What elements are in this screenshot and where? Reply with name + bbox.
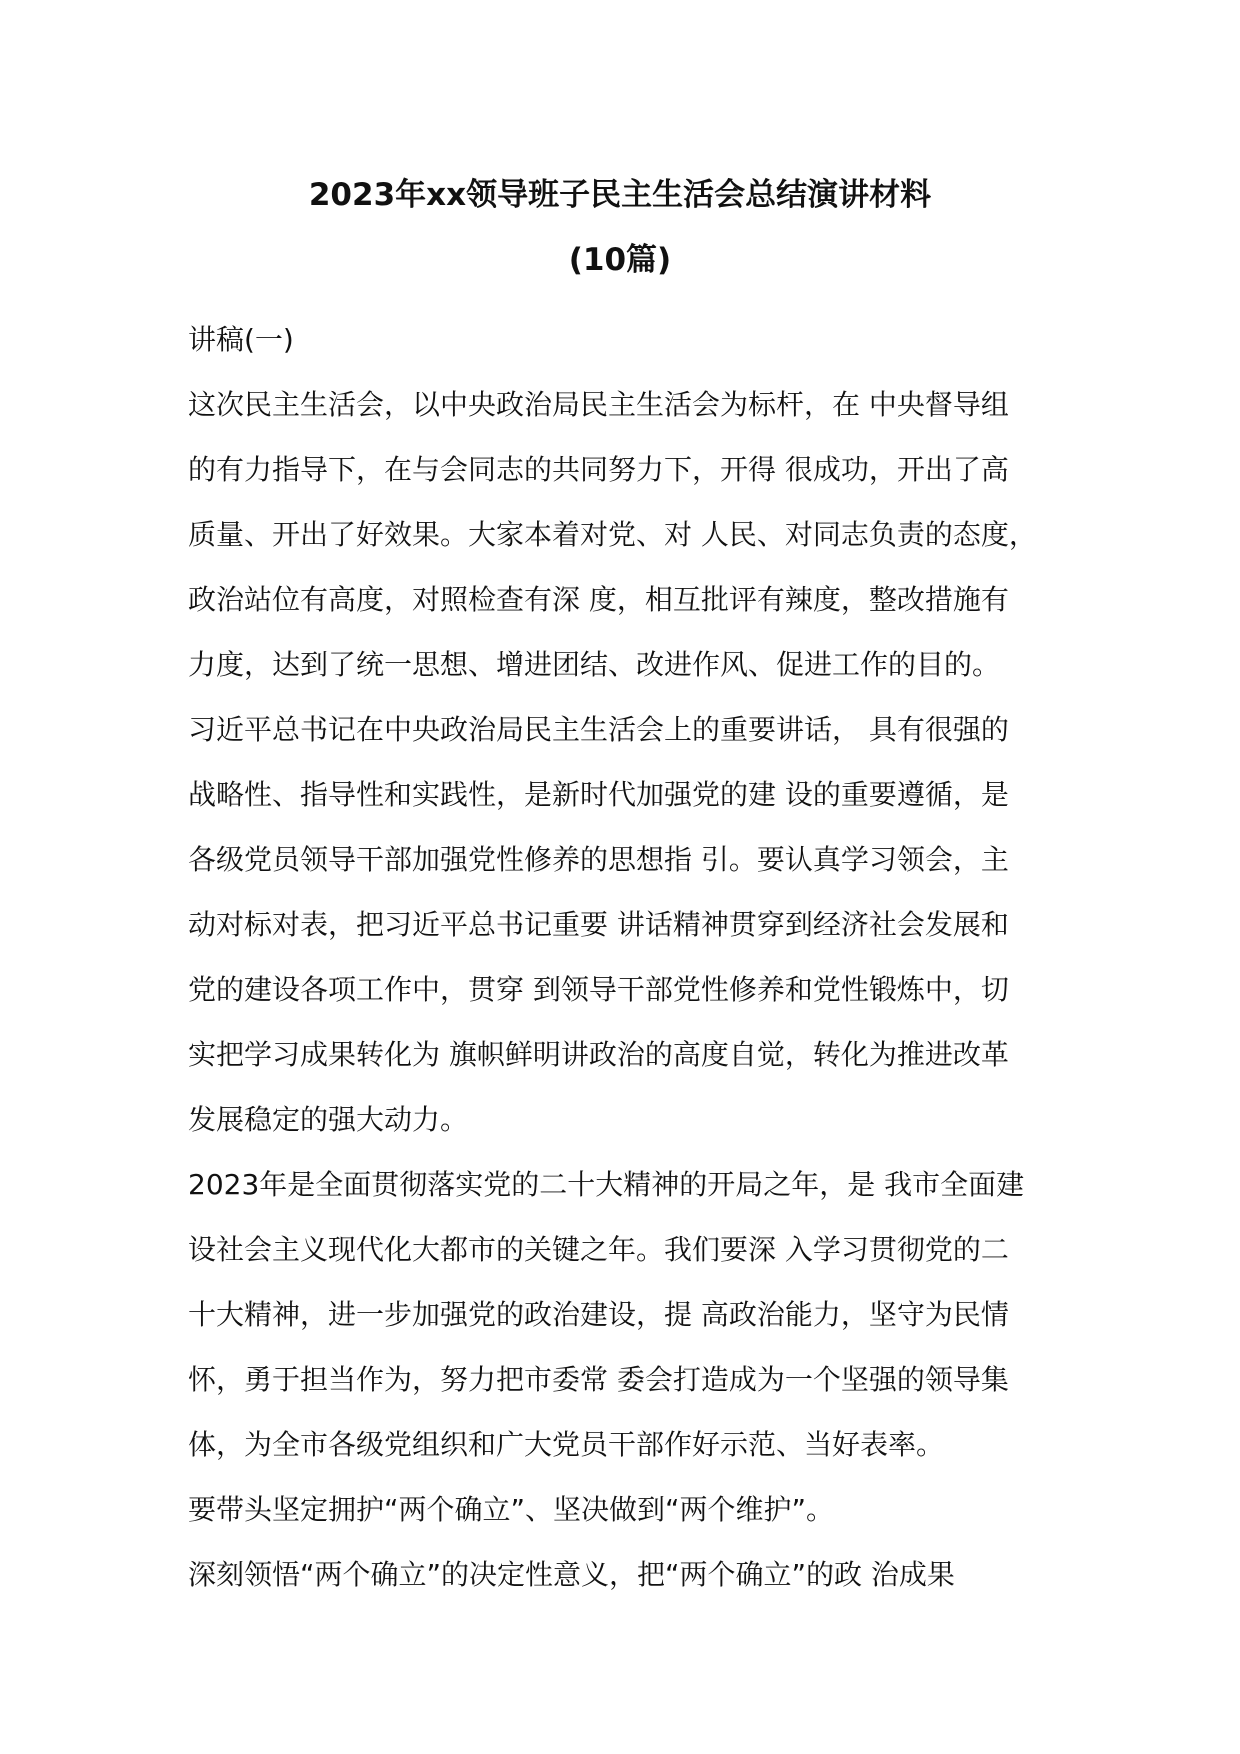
body-line: 政治站位有高度，对照检查有深 度，相互批评有辣度，整改措施有 xyxy=(188,583,1009,616)
document-body xyxy=(188,307,1088,1607)
body-line: 怀，勇于担当作为，努力把市委常 委会打造成为一个坚强的领导集 xyxy=(188,1363,1009,1396)
body-line: 战略性、指导性和实践性，是新时代加强党的建 设的重要遵循，是 xyxy=(188,778,1009,811)
section-heading: 讲稿(一) xyxy=(188,323,294,356)
body-line: 深刻领悟“两个确立”的决定性意义，把“两个确立”的政 治成果 xyxy=(188,1558,955,1591)
body-line: 2023年是全面贯彻落实党的二十大精神的开局之年，是 我市全面建 xyxy=(188,1168,1025,1201)
body-line: 党的建设各项工作中，贯穿 到领导干部党性修养和党性锻炼中，切 xyxy=(188,973,1009,1006)
body-line: 动对标对表，把习近平总书记重要 讲话精神贯穿到经济社会发展和 xyxy=(188,908,1009,941)
document-subtitle: (10篇) xyxy=(568,242,672,278)
body-line: 要带头坚定拥护“两个确立”、坚决做到“两个维护”。 xyxy=(188,1493,835,1526)
body-line: 质量、开出了好效果。大家本着对党、对 人民、对同志负责的态度， xyxy=(188,518,1037,551)
body-line: 体，为全市各级党组织和广大党员干部作好示范、当好表率。 xyxy=(188,1428,945,1461)
body-line: 十大精神，进一步加强党的政治建设，提 高政治能力，坚守为民情 xyxy=(188,1298,1009,1331)
body-line: 这次民主生活会，以中央政治局民主生活会为标杆，在 中央督导组 xyxy=(188,388,1009,421)
body-line: 实把学习成果转化为 旗帜鲜明讲政治的高度自觉，转化为推进改革 xyxy=(188,1038,1009,1071)
body-line: 设社会主义现代化大都市的关键之年。我们要深 入学习贯彻党的二 xyxy=(188,1233,1009,1266)
body-line: 力度，达到了统一思想、增进团结、改进作风、促进工作的目的。 xyxy=(188,648,1001,681)
body-line: 发展稳定的强大动力。 xyxy=(188,1103,469,1136)
body-line: 习近平总书记在中央政治局民主生活会上的重要讲话， 具有很强的 xyxy=(188,713,1009,746)
body-line: 的有力指导下，在与会同志的共同努力下，开得 很成功，开出了高 xyxy=(188,453,1009,486)
body-line: 各级党员领导干部加强党性修养的思想指 引。要认真学习领会，主 xyxy=(188,843,1009,876)
document-title: 2023年xx领导班子民主生活会总结演讲材料 xyxy=(308,177,932,213)
